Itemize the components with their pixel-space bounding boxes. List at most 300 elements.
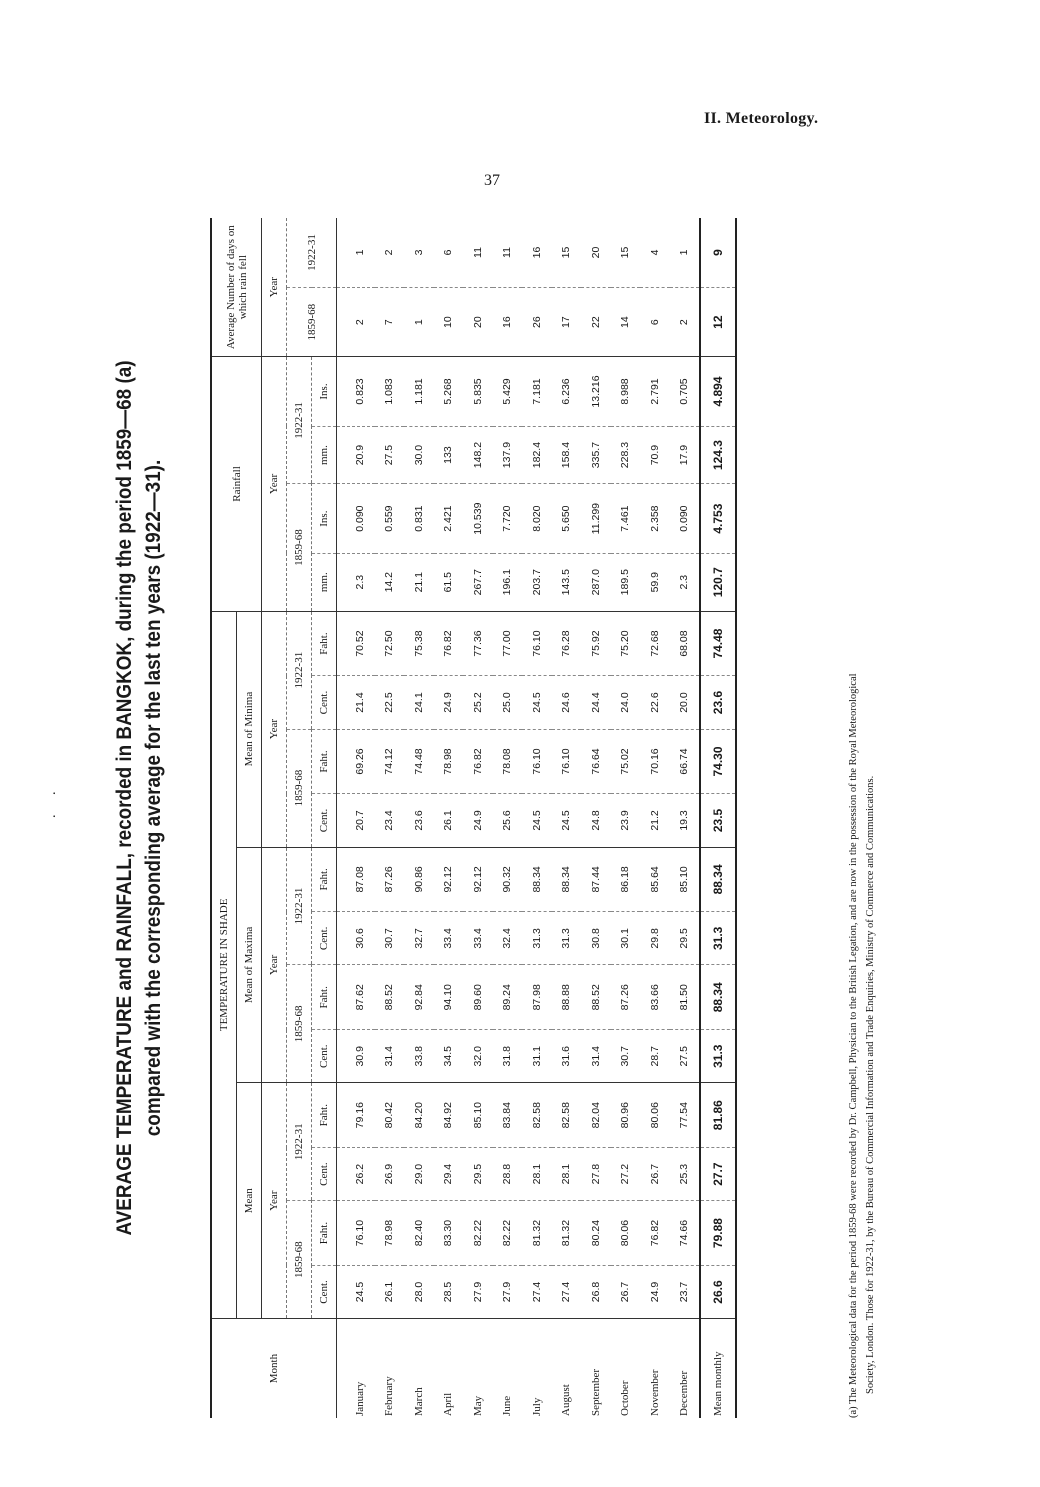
header-mean: Mean: [237, 1083, 262, 1319]
cell-mean-c2: 27.7: [700, 1148, 736, 1201]
cell-mean-c2: 29.4: [434, 1148, 464, 1201]
cell-min-c2: 24.1: [404, 676, 434, 729]
cell-min-c2: 22.5: [375, 676, 405, 729]
month-cell: April: [442, 1392, 455, 1416]
month-cell: Mean monthly: [700, 1319, 736, 1418]
cell-max-c1: 31.1: [522, 1030, 552, 1083]
cell-d1: 7: [375, 288, 405, 357]
cell-max-f1: 87.62: [337, 965, 375, 1030]
cell-ins1: 8.020: [522, 484, 552, 553]
cell-max-f2: 92.12: [463, 847, 493, 912]
cell-mm1: 196.1: [493, 553, 523, 611]
cell-min-f1: 70.16: [640, 729, 670, 794]
cell-max-f1: 88.52: [581, 965, 611, 1030]
cell-mean-c2: 29.0: [404, 1148, 434, 1201]
header-p2-max: 1922-31: [287, 847, 312, 965]
header-temperature-group: TEMPERATURE IN SHADE: [211, 611, 237, 1319]
cell-d2: 15: [552, 218, 582, 288]
cell-d1: 1: [404, 288, 434, 357]
header-p2-mean: 1922-31: [287, 1083, 312, 1201]
cell-min-f1: 78.98: [434, 729, 464, 794]
cell-max-f2: 90.32: [493, 847, 523, 912]
cell-mean-c1: 26.1: [375, 1265, 405, 1318]
cell-d1: 2: [670, 288, 701, 357]
cell-ins1: 0.559: [375, 484, 405, 553]
cell-max-c1: 31.4: [375, 1030, 405, 1083]
table-row: [522, 218, 552, 1418]
header-faht: Faht.: [312, 1083, 337, 1148]
cell-min-c2: 24.4: [581, 676, 611, 729]
cell-min-c1: 24.9: [463, 794, 493, 847]
cell-mean-f2: 85.10: [463, 1083, 493, 1148]
table-row: [670, 218, 701, 1418]
cell-ins1: 2.358: [640, 484, 670, 553]
cell-max-c2: 29.5: [670, 912, 701, 965]
header-rainfall: Rainfall: [211, 357, 262, 611]
month-cell: February: [383, 1376, 396, 1416]
cell-mean-c2: 27.2: [611, 1148, 641, 1201]
cell-mean-f1: 79.88: [700, 1201, 736, 1266]
header-ins: Ins.: [312, 484, 337, 553]
table-row: [375, 218, 405, 1418]
cell-mean-f2: 84.20: [404, 1083, 434, 1148]
page-number: 37: [484, 172, 500, 189]
cell-min-c2: 23.6: [700, 676, 736, 729]
cell-min-f1: 76.64: [581, 729, 611, 794]
cell-max-f2: 87.26: [375, 847, 405, 912]
cell-d2: 11: [493, 218, 523, 288]
cell-min-f2: 77.36: [463, 611, 493, 676]
cell-mm1: 59.9: [640, 553, 670, 611]
section-heading: II. Meteorology.: [704, 110, 819, 127]
cell-mean-f1: 80.24: [581, 1201, 611, 1266]
header-cent: Cent.: [312, 912, 337, 965]
cell-ins1: 10.539: [463, 484, 493, 553]
header-mm: mm.: [312, 426, 337, 484]
cell-max-c1: 31.8: [493, 1030, 523, 1083]
cell-max-c2: 31.3: [700, 912, 736, 965]
cell-mean-c1: 26.7: [611, 1265, 641, 1318]
cell-mean-f2: 77.54: [670, 1083, 701, 1148]
cell-ins2: 5.268: [434, 357, 464, 426]
cell-min-f1: 75.02: [611, 729, 641, 794]
cell-d2: 4: [640, 218, 670, 288]
cell-d1: 12: [700, 288, 736, 357]
table-row: [463, 218, 493, 1418]
header-faht: Faht.: [312, 1201, 337, 1266]
cell-max-c1: 34.5: [434, 1030, 464, 1083]
cell-min-c1: 26.1: [434, 794, 464, 847]
header-p1-mean: 1859-68: [287, 1201, 312, 1319]
cell-ins1: 2.421: [434, 484, 464, 553]
cell-mm1: 2.3: [337, 553, 375, 611]
cell-ins1: 7.720: [493, 484, 523, 553]
header-cent: Cent.: [312, 1265, 337, 1318]
cell-mean-f1: 82.22: [493, 1201, 523, 1266]
cell-min-c1: 24.5: [522, 794, 552, 847]
cell-mean-f1: 80.06: [611, 1201, 641, 1266]
table-row: [552, 218, 582, 1418]
header-month: Month: [211, 1319, 337, 1418]
cell-min-f1: 76.10: [522, 729, 552, 794]
month-cell: November: [648, 1369, 661, 1416]
cell-min-f2: 74.48: [700, 611, 736, 676]
cell-mean-c1: 24.9: [640, 1265, 670, 1318]
mean-monthly-row: [700, 218, 736, 1418]
table-body: [337, 218, 737, 1418]
cell-d1: 20: [463, 288, 493, 357]
month-cell: March: [412, 1387, 425, 1416]
cell-ins2: 7.181: [522, 357, 552, 426]
rotated-page-content: [44, 178, 910, 1418]
cell-max-c1: 31.3: [700, 1030, 736, 1083]
cell-ins2: 13.216: [581, 357, 611, 426]
cell-mean-c1: 27.4: [522, 1265, 552, 1318]
cell-min-c1: 23.6: [404, 794, 434, 847]
cell-ins1: 0.090: [337, 484, 375, 553]
cell-mean-c2: 28.1: [522, 1148, 552, 1201]
cell-mean-f1: 81.32: [552, 1201, 582, 1266]
cell-max-c2: 33.4: [463, 912, 493, 965]
cell-mean-c2: 28.1: [552, 1148, 582, 1201]
cell-ins1: 11.299: [581, 484, 611, 553]
table-row: [404, 218, 434, 1418]
cell-max-f2: 85.64: [640, 847, 670, 912]
cell-max-f2: 88.34: [700, 847, 736, 912]
cell-mean-c1: 26.6: [700, 1265, 736, 1318]
header-p2-rain: 1922-31: [287, 357, 312, 484]
cell-mm2: 20.9: [337, 426, 375, 484]
cell-min-c1: 25.6: [493, 794, 523, 847]
title-line-2: compared with the corresponding average for the last ten years (1922—31).: [142, 459, 165, 1137]
month-cell: January: [353, 1381, 366, 1416]
cell-mm1: 189.5: [611, 553, 641, 611]
top-dots: . .: [44, 783, 59, 818]
table-row: [640, 218, 670, 1418]
cell-min-c1: 24.5: [552, 794, 582, 847]
cell-max-f2: 90.86: [404, 847, 434, 912]
cell-min-f2: 70.52: [337, 611, 375, 676]
cell-mean-c1: 23.7: [670, 1265, 701, 1318]
cell-mm2: 124.3: [700, 426, 736, 484]
cell-d1: 6: [640, 288, 670, 357]
cell-mm2: 30.0: [404, 426, 434, 484]
cell-ins2: 8.988: [611, 357, 641, 426]
cell-min-f2: 76.10: [522, 611, 552, 676]
cell-mean-f2: 80.06: [640, 1083, 670, 1148]
cell-min-c2: 22.6: [640, 676, 670, 729]
cell-max-f1: 81.50: [670, 965, 701, 1030]
cell-mm2: 148.2: [463, 426, 493, 484]
cell-mean-c1: 27.4: [552, 1265, 582, 1318]
cell-min-f2: 68.08: [670, 611, 701, 676]
meteorology-table: [210, 218, 737, 1418]
cell-max-c2: 32.4: [493, 912, 523, 965]
cell-min-c2: 24.5: [522, 676, 552, 729]
cell-ins1: 4.753: [700, 484, 736, 553]
header-p2-days: 1922-31: [287, 218, 337, 288]
cell-min-f1: 74.30: [700, 729, 736, 794]
cell-mean-f1: 81.32: [522, 1201, 552, 1266]
cell-max-c2: 31.3: [522, 912, 552, 965]
cell-ins2: 4.894: [700, 357, 736, 426]
cell-d2: 16: [522, 218, 552, 288]
cell-mean-c1: 24.5: [337, 1265, 375, 1318]
cell-max-c2: 29.8: [640, 912, 670, 965]
cell-mean-c2: 25.3: [670, 1148, 701, 1201]
cell-mean-c2: 26.9: [375, 1148, 405, 1201]
cell-max-f2: 87.44: [581, 847, 611, 912]
cell-min-f2: 75.38: [404, 611, 434, 676]
cell-max-c2: 30.8: [581, 912, 611, 965]
cell-max-f1: 87.26: [611, 965, 641, 1030]
cell-max-c1: 31.4: [581, 1030, 611, 1083]
cell-max-c1: 31.6: [552, 1030, 582, 1083]
cell-d1: 2: [337, 288, 375, 357]
cell-max-f1: 92.84: [404, 965, 434, 1030]
cell-min-f1: 74.48: [404, 729, 434, 794]
header-mean-of-maxima: Mean of Maxima: [237, 847, 262, 1083]
header-year-min: Year: [262, 611, 287, 847]
cell-mean-f1: 76.10: [337, 1201, 375, 1266]
cell-mean-c2: 26.2: [337, 1148, 375, 1201]
cell-min-f1: 76.82: [463, 729, 493, 794]
cell-mm2: 158.4: [552, 426, 582, 484]
cell-max-f1: 83.66: [640, 965, 670, 1030]
table-row: [493, 218, 523, 1418]
cell-d2: 20: [581, 218, 611, 288]
cell-mm2: 335.7: [581, 426, 611, 484]
cell-mean-f1: 74.66: [670, 1201, 701, 1266]
header-mm: mm.: [312, 553, 337, 611]
cell-ins2: 1.083: [375, 357, 405, 426]
cell-ins1: 7.461: [611, 484, 641, 553]
cell-mean-c2: 26.7: [640, 1148, 670, 1201]
cell-mean-f2: 82.58: [552, 1083, 582, 1148]
table-row: [337, 218, 375, 1418]
title-line-1: AVERAGE TEMPERATURE and RAINFALL, recorded in BANGKOK, during the period 1859—68 (a): [113, 360, 136, 1236]
cell-mm1: 143.5: [552, 553, 582, 611]
cell-d2: 15: [611, 218, 641, 288]
month-cell: September: [589, 1368, 602, 1416]
table-row: [434, 218, 464, 1418]
footnote: [845, 218, 879, 1418]
header-p1-days: 1859-68: [287, 288, 337, 357]
cell-mm1: 120.7: [700, 553, 736, 611]
cell-min-c1: 21.2: [640, 794, 670, 847]
cell-mm1: 2.3: [670, 553, 701, 611]
cell-mean-c1: 27.9: [463, 1265, 493, 1318]
cell-min-c1: 20.7: [337, 794, 375, 847]
month-cell: May: [471, 1395, 484, 1416]
cell-d2: 1: [670, 218, 701, 288]
cell-mean-f2: 80.96: [611, 1083, 641, 1148]
cell-max-c2: 30.7: [375, 912, 405, 965]
cell-min-c1: 23.9: [611, 794, 641, 847]
cell-max-c2: 30.6: [337, 912, 375, 965]
cell-max-f2: 88.34: [552, 847, 582, 912]
cell-d2: 3: [404, 218, 434, 288]
header-year-days: Year: [262, 218, 287, 357]
table-title: [110, 240, 168, 1356]
cell-mm2: 137.9: [493, 426, 523, 484]
cell-max-c1: 30.9: [337, 1030, 375, 1083]
cell-d2: 11: [463, 218, 493, 288]
cell-max-f1: 89.60: [463, 965, 493, 1030]
cell-max-c1: 30.7: [611, 1030, 641, 1083]
cell-mean-f2: 81.86: [700, 1083, 736, 1148]
cell-d2: 6: [434, 218, 464, 288]
cell-mm1: 203.7: [522, 553, 552, 611]
cell-min-f1: 78.08: [493, 729, 523, 794]
cell-min-c1: 19.3: [670, 794, 701, 847]
cell-min-c2: 24.6: [552, 676, 582, 729]
table-row: [611, 218, 641, 1418]
cell-mm2: 228.3: [611, 426, 641, 484]
cell-max-c2: 30.1: [611, 912, 641, 965]
header-p1-min: 1859-68: [287, 729, 312, 847]
cell-mean-f2: 83.84: [493, 1083, 523, 1148]
cell-max-f1: 89.24: [493, 965, 523, 1030]
header-year-mean: Year: [262, 1083, 287, 1319]
cell-ins1: 0.090: [670, 484, 701, 553]
cell-mean-f2: 82.58: [522, 1083, 552, 1148]
cell-max-f2: 87.08: [337, 847, 375, 912]
header-faht: Faht.: [312, 847, 337, 912]
cell-mean-c2: 28.8: [493, 1148, 523, 1201]
cell-max-c1: 32.0: [463, 1030, 493, 1083]
cell-mean-f1: 76.82: [640, 1201, 670, 1266]
header-cent: Cent.: [312, 676, 337, 729]
cell-min-f2: 76.82: [434, 611, 464, 676]
cell-max-f2: 85.10: [670, 847, 701, 912]
cell-min-c1: 23.5: [700, 794, 736, 847]
cell-min-c2: 20.0: [670, 676, 701, 729]
cell-mean-f1: 82.40: [404, 1201, 434, 1266]
cell-d1: 26: [522, 288, 552, 357]
cell-mean-f2: 80.42: [375, 1083, 405, 1148]
cell-d1: 16: [493, 288, 523, 357]
cell-mm2: 182.4: [522, 426, 552, 484]
cell-ins2: 1.181: [404, 357, 434, 426]
cell-mean-c2: 27.8: [581, 1148, 611, 1201]
cell-min-f2: 75.20: [611, 611, 641, 676]
header-faht: Faht.: [312, 729, 337, 794]
cell-max-f1: 94.10: [434, 965, 464, 1030]
cell-min-c2: 24.9: [434, 676, 464, 729]
header-year-rain: Year: [262, 357, 287, 611]
cell-min-c2: 21.4: [337, 676, 375, 729]
cell-min-f2: 75.92: [581, 611, 611, 676]
cell-max-f2: 86.18: [611, 847, 641, 912]
cell-max-c2: 32.7: [404, 912, 434, 965]
cell-d2: 1: [337, 218, 375, 288]
cell-d1: 22: [581, 288, 611, 357]
footnote-line-2: Society, London. Those for 1922-31, by the Bureau of Commercial Information and Trade Enquiries, Ministry of Commerce and Communications.: [865, 775, 876, 1394]
cell-mean-f2: 82.04: [581, 1083, 611, 1148]
footnote-line-1: (a) The Meteorological data for the period 1859-68 were recorded by Dr. Campbell, Physician to the British Legation, and are now in the possession of the Royal Meteorological: [848, 673, 859, 1418]
cell-max-c1: 27.5: [670, 1030, 701, 1083]
header-faht: Faht.: [312, 965, 337, 1030]
header-mean-of-minima: Mean of Minima: [237, 611, 262, 847]
cell-mean-c1: 26.8: [581, 1265, 611, 1318]
cell-mm2: 133: [434, 426, 464, 484]
month-cell: December: [678, 1370, 691, 1416]
cell-d1: 10: [434, 288, 464, 357]
cell-mean-c1: 28.5: [434, 1265, 464, 1318]
cell-ins2: 5.429: [493, 357, 523, 426]
cell-ins1: 0.831: [404, 484, 434, 553]
cell-mm2: 17.9: [670, 426, 701, 484]
cell-min-f2: 72.50: [375, 611, 405, 676]
cell-mm1: 267.7: [463, 553, 493, 611]
cell-mean-c1: 28.0: [404, 1265, 434, 1318]
cell-mm1: 287.0: [581, 553, 611, 611]
cell-min-c2: 25.0: [493, 676, 523, 729]
cell-mean-f2: 79.16: [337, 1083, 375, 1148]
cell-min-c2: 24.0: [611, 676, 641, 729]
cell-min-c2: 25.2: [463, 676, 493, 729]
header-cent: Cent.: [312, 794, 337, 847]
cell-max-f1: 88.34: [700, 965, 736, 1030]
cell-mm2: 27.5: [375, 426, 405, 484]
header-cent: Cent.: [312, 1148, 337, 1201]
cell-ins2: 2.791: [640, 357, 670, 426]
header-avg-days: Average Number of days on which rain fell: [211, 218, 262, 357]
header-year-max: Year: [262, 847, 287, 1083]
cell-d1: 17: [552, 288, 582, 357]
cell-ins2: 6.236: [552, 357, 582, 426]
header-p2-min: 1922-31: [287, 611, 312, 729]
cell-min-f1: 74.12: [375, 729, 405, 794]
cell-mean-f2: 84.92: [434, 1083, 464, 1148]
cell-mm2: 70.9: [640, 426, 670, 484]
header-cent: Cent.: [312, 1030, 337, 1083]
cell-mm1: 21.1: [404, 553, 434, 611]
header-faht: Faht.: [312, 611, 337, 676]
cell-min-f1: 66.74: [670, 729, 701, 794]
cell-mean-f1: 82.22: [463, 1201, 493, 1266]
header-p1-max: 1859-68: [287, 965, 312, 1083]
month-cell: October: [619, 1380, 632, 1416]
cell-mean-c1: 27.9: [493, 1265, 523, 1318]
month-cell: June: [501, 1395, 514, 1416]
header-p1-rain: 1859-68: [287, 484, 312, 611]
cell-mm1: 61.5: [434, 553, 464, 611]
cell-ins1: 5.650: [552, 484, 582, 553]
cell-min-c1: 24.8: [581, 794, 611, 847]
cell-min-c1: 23.4: [375, 794, 405, 847]
cell-max-f1: 87.98: [522, 965, 552, 1030]
cell-min-f2: 72.68: [640, 611, 670, 676]
meteorology-table-wrap: [210, 218, 737, 1418]
cell-ins2: 0.823: [337, 357, 375, 426]
cell-mean-c2: 29.5: [463, 1148, 493, 1201]
cell-ins2: 5.835: [463, 357, 493, 426]
cell-mm1: 14.2: [375, 553, 405, 611]
cell-max-f1: 88.52: [375, 965, 405, 1030]
month-cell: July: [530, 1397, 543, 1416]
cell-max-f2: 92.12: [434, 847, 464, 912]
cell-min-f1: 69.26: [337, 729, 375, 794]
month-cell: August: [560, 1384, 573, 1416]
cell-min-f2: 76.28: [552, 611, 582, 676]
cell-max-c2: 31.3: [552, 912, 582, 965]
cell-max-f2: 88.34: [522, 847, 552, 912]
cell-mean-f1: 78.98: [375, 1201, 405, 1266]
table-row: [581, 218, 611, 1418]
cell-mean-f1: 83.30: [434, 1201, 464, 1266]
